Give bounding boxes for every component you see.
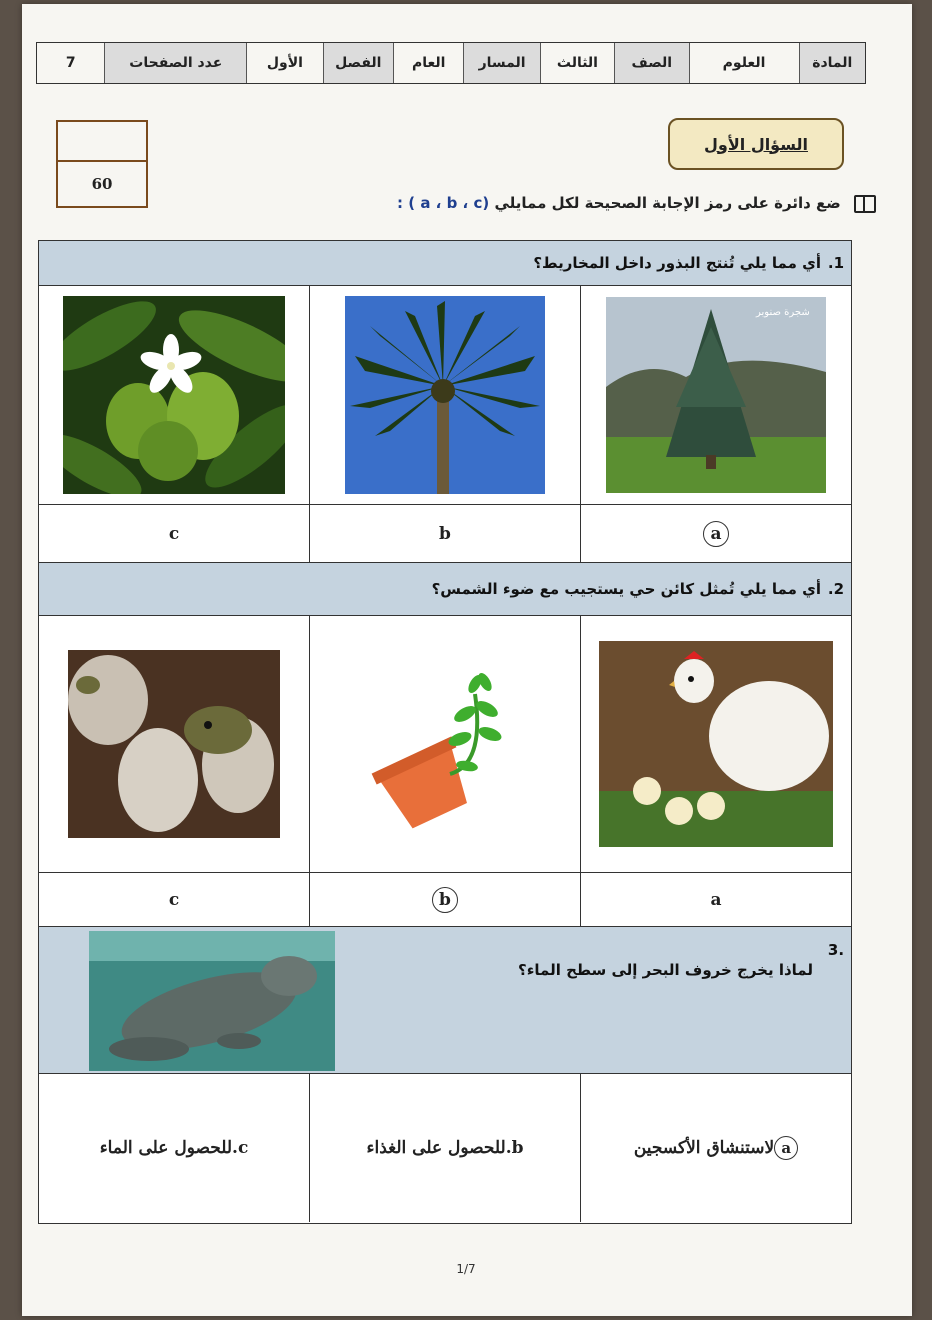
question-2-number: 2.: [827, 580, 845, 598]
subject-label: المادة: [799, 43, 865, 83]
pine-caption: شجرة صنوبر: [756, 307, 810, 318]
question-1-number: 1.: [827, 254, 845, 272]
option-b-image-cell: [309, 616, 580, 872]
q3-option-b[interactable]: [309, 1074, 580, 1222]
turtle-hatching-image: [68, 650, 280, 838]
q2-option-b[interactable]: [309, 873, 580, 926]
instruction-options: (a ، b ، c ) :: [397, 194, 490, 212]
question-1-images: [39, 286, 851, 505]
jasmine-fruit-image: [63, 296, 285, 494]
question-1-bar: [39, 241, 851, 286]
q1-option-b[interactable]: b: [309, 505, 580, 563]
q3-option-c-text: للحصول على الماء: [99, 1138, 233, 1158]
option-b-image-cell: [309, 286, 580, 504]
q2-option-a[interactable]: a: [580, 873, 851, 926]
potted-plant-image: [355, 654, 535, 834]
q3-option-b-letter: b.: [505, 1138, 524, 1158]
question-3-text: لماذا يخرج خروف البحر إلى سطح الماء؟: [518, 961, 813, 979]
manatee-image: [89, 931, 335, 1071]
option-a-image-cell: [580, 286, 851, 504]
question-3-number: .3: [827, 941, 845, 959]
option-c-image-cell: [39, 616, 309, 872]
option-a-image-cell: [580, 616, 851, 872]
q3-option-a-text: لاستنشاق الأكسجين: [633, 1138, 775, 1158]
pine-tree-image: [606, 297, 826, 493]
exam-header-table: [36, 42, 866, 84]
question-2-options: [39, 873, 851, 926]
q3-option-a[interactable]: [580, 1074, 851, 1222]
score-total: 60: [91, 175, 113, 193]
question-3: [38, 926, 852, 1224]
score-obtained-field[interactable]: [58, 122, 146, 162]
track-value: العام: [393, 43, 463, 83]
pages-value: 7: [65, 55, 76, 71]
q3-option-c-letter: c.: [232, 1138, 249, 1158]
question-2-images: [39, 616, 851, 873]
palm-tree-image: [345, 296, 545, 494]
question-1: [38, 240, 852, 564]
question-3-bar: [39, 927, 851, 1074]
q1-option-a[interactable]: [580, 505, 851, 563]
hen-chicks-image: [599, 641, 833, 847]
grade-value: الثالث: [540, 43, 614, 83]
page-number: 1/7: [456, 1262, 476, 1276]
question-1-options: [39, 505, 851, 563]
question-2: [38, 562, 852, 928]
question-2-text: أي مما يلي تُمثل كائن حي يستجيب مع ضوء الشمس؟: [431, 580, 821, 598]
term-value: الأول: [246, 43, 322, 83]
q1-option-c[interactable]: c: [168, 524, 180, 544]
question-2-bar: [39, 563, 851, 616]
track-label: المسار: [463, 43, 539, 83]
q2-option-c[interactable]: c: [168, 889, 180, 910]
question-3-options: [39, 1074, 851, 1222]
instruction-text: ضع دائرة على رمز الإجابة الصحيحة لكل ممايلي: [494, 194, 841, 212]
question-1-text: أي مما يلي تُنتج البذور داخل المخاريط؟: [533, 254, 821, 272]
subject-value: العلوم: [689, 43, 799, 83]
question-title: السؤال الأول: [668, 118, 844, 170]
option-c-image-cell: [39, 286, 309, 504]
pages-label: عدد الصفحات: [104, 43, 246, 83]
q3-option-c[interactable]: [39, 1074, 309, 1222]
q2-option-b-circled: b: [432, 887, 458, 913]
q3-option-a-circled: a: [774, 1136, 798, 1160]
score-box: [56, 120, 148, 208]
q1-option-a-circled: a: [703, 521, 729, 547]
grade-label: الصف: [614, 43, 688, 83]
q3-option-b-text: للحصول على الغذاء: [366, 1138, 506, 1158]
book-icon: [854, 195, 876, 213]
instruction: [276, 194, 876, 213]
term-label: الفصل: [323, 43, 393, 83]
